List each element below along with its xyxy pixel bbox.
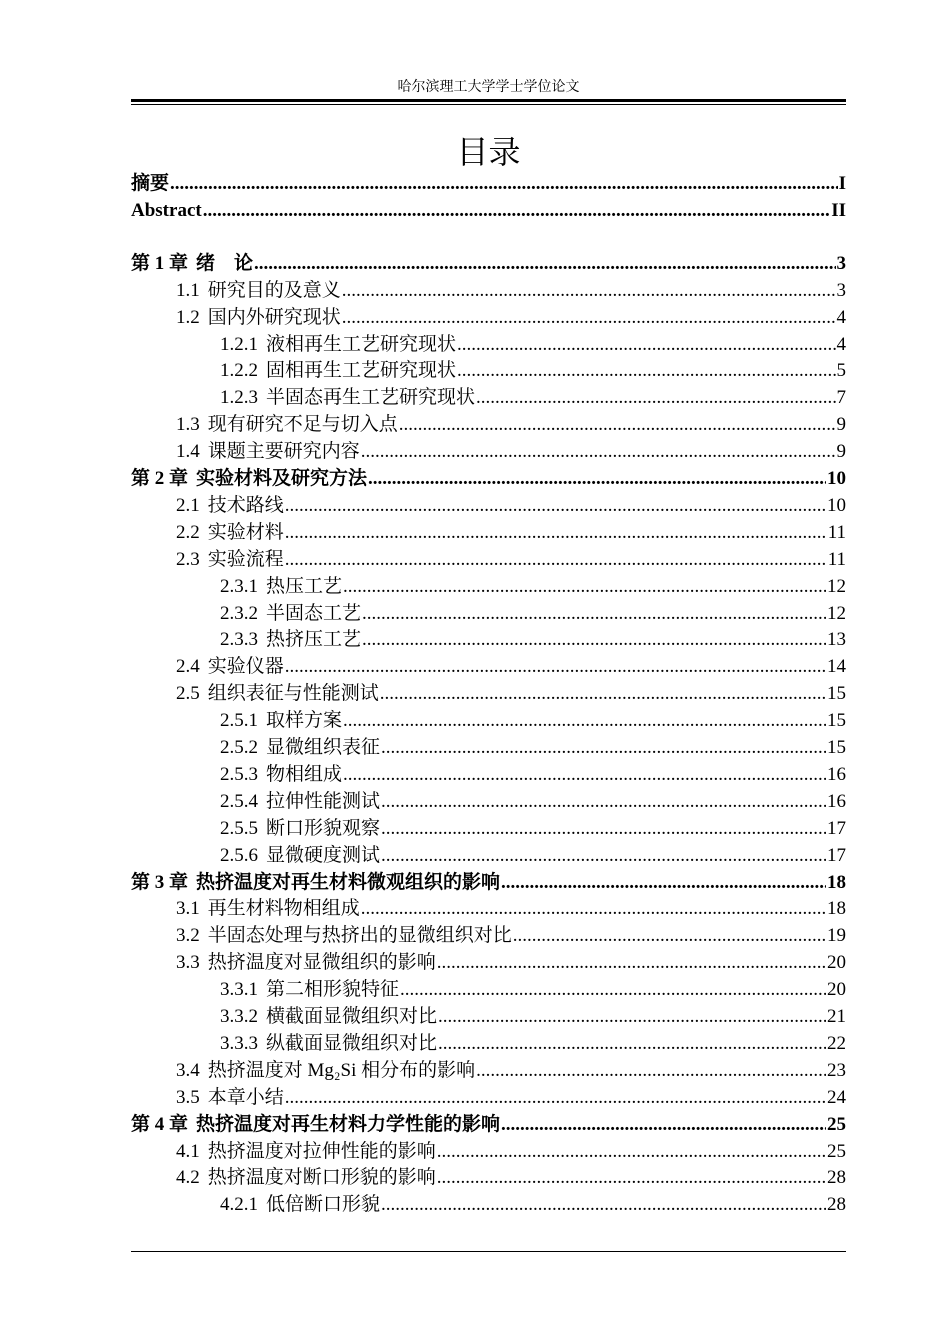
toc-entry-number: 3.4 [176, 1059, 200, 1081]
toc-entry-page: 5 [836, 360, 846, 382]
toc-entry[interactable] [131, 331, 846, 358]
toc-entry-number: 2.5.5 [220, 817, 258, 839]
toc-entry-title: 半固态处理与热挤出的显微组织对比 [207, 925, 512, 947]
toc-entry-title: 组织表征与性能测试 [207, 683, 379, 705]
toc-leader-dots [381, 1191, 826, 1218]
toc-leader-dots [381, 734, 826, 761]
toc-entry-title: 热挤温度对拉伸性能的影响 [207, 1140, 436, 1162]
toc-entry-page: 20 [827, 952, 846, 974]
toc-entry-title: 再生材料物相组成 [207, 898, 360, 920]
toc-entry-title: 显微硬度测试 [266, 844, 381, 866]
toc-leader-dots [400, 976, 826, 1003]
toc-entry-number: 2.1 [176, 494, 200, 516]
toc-entry-page: 17 [827, 817, 846, 839]
toc-entry[interactable] [131, 384, 846, 411]
toc-leader-dots [361, 438, 836, 465]
toc-entry-title: 热压工艺 [266, 575, 343, 597]
toc-entry-page: 25 [827, 1113, 846, 1135]
toc-leader-dots [285, 492, 826, 519]
toc-leader-dots [513, 922, 826, 949]
toc-entry-page: 19 [827, 925, 846, 947]
toc-entry-number: 4.1 [176, 1140, 200, 1162]
toc-entry[interactable] [131, 1057, 846, 1084]
toc-entry-title: 半固态再生工艺研究现状 [266, 387, 476, 409]
toc-leader-dots [476, 384, 835, 411]
toc-entry[interactable] [131, 546, 846, 573]
toc-entry-page: 21 [827, 1006, 846, 1027]
footer-rule [131, 1251, 846, 1252]
toc-entry-page: 4 [836, 306, 846, 328]
toc-entry-number: 1.1 [176, 279, 200, 301]
toc-entry[interactable] [131, 1111, 846, 1138]
toc-entry-number: 2.5.2 [220, 737, 258, 758]
toc-entry-page: II [831, 199, 846, 221]
toc-entry-number: 1.4 [176, 441, 200, 463]
toc-entry[interactable] [131, 815, 846, 842]
toc-entry-number: 1.3 [176, 414, 200, 436]
toc-leader-dots [457, 331, 835, 358]
toc-entry-page: 9 [836, 441, 846, 463]
toc-entry-page: 15 [827, 710, 846, 732]
toc-entry-page: 3 [836, 279, 846, 301]
toc-leader-dots [381, 815, 826, 842]
toc-entry[interactable] [131, 788, 846, 815]
toc-leader-dots [342, 277, 836, 304]
toc-entry[interactable] [131, 465, 846, 492]
toc-entry-page: 28 [827, 1194, 846, 1216]
toc-entry-page: 3 [836, 252, 846, 274]
toc-entry[interactable] [131, 250, 846, 277]
toc-entry-number: 2.5.4 [220, 790, 258, 812]
toc-entry-number: 1.2.1 [220, 333, 258, 355]
toc-entry[interactable] [131, 197, 846, 224]
toc-entry[interactable] [131, 895, 846, 922]
toc-entry-number: 第 4 章 [131, 1113, 189, 1135]
toc-entry-title: 摘要 [131, 173, 170, 194]
toc-entry-number: 2.5.1 [220, 710, 258, 732]
toc-entry-title: 物相组成 [266, 763, 343, 785]
toc-entry-page: 16 [827, 763, 846, 785]
toc-entry-title: 液相再生工艺研究现状 [266, 333, 457, 355]
toc-leader-dots [343, 761, 826, 788]
toc-entry-number: 2.3 [176, 548, 200, 570]
toc-entry-title: 半固态工艺 [266, 602, 362, 624]
toc-entry[interactable] [131, 1191, 846, 1218]
header-rule-thick [131, 99, 846, 102]
toc-entry-title: 本章小结 [207, 1086, 284, 1108]
toc-entry[interactable] [131, 949, 846, 976]
toc-entry-number: 2.5 [176, 683, 200, 705]
toc-entry-number: 2.5.3 [220, 763, 258, 785]
toc-entry-page: 10 [827, 494, 846, 516]
toc-entry-page: 18 [827, 898, 846, 920]
toc-entry-page: 28 [827, 1167, 846, 1189]
toc-entry-page: I [838, 173, 846, 194]
toc-entry-number: 3.1 [176, 898, 200, 920]
toc-entry-title: 取样方案 [266, 710, 343, 732]
header-rule-thin [131, 104, 846, 105]
toc-leader-dots [170, 170, 838, 197]
toc-entry-number: 2.5.6 [220, 844, 258, 866]
toc-entry-page: 17 [827, 844, 846, 866]
toc-leader-dots [501, 1111, 826, 1138]
toc-entry[interactable] [131, 170, 846, 197]
toc-leader-dots [381, 842, 826, 869]
toc-entry-number: 第 2 章 [131, 468, 189, 489]
toc-entry-title: 技术路线 [207, 494, 284, 516]
toc-entry-title: 实验材料及研究方法 [196, 468, 368, 489]
toc-entry-title: 热挤温度对再生材料微观组织的影响 [196, 871, 501, 893]
toc-leader-dots [203, 197, 831, 224]
toc-entry[interactable] [131, 438, 846, 465]
toc-entry[interactable] [131, 734, 846, 761]
toc-entry-number: 1.2.2 [220, 360, 258, 382]
toc-entry-title: 实验流程 [207, 548, 284, 570]
toc-leader-dots [342, 304, 836, 331]
toc-entry[interactable] [131, 411, 846, 438]
toc-entry-page: 9 [836, 414, 846, 436]
toc-entry[interactable] [131, 626, 846, 653]
toc-entry[interactable] [131, 1030, 846, 1057]
toc-entry[interactable] [131, 680, 846, 707]
toc-entry-number: 3.3.2 [220, 1006, 258, 1027]
toc-entry[interactable] [131, 492, 846, 519]
toc-entry[interactable] [131, 1003, 846, 1030]
toc-entry-title: 国内外研究现状 [207, 306, 341, 328]
toc-entry-page: 23 [827, 1059, 846, 1081]
toc-entry[interactable] [131, 277, 846, 304]
toc-entry-title: 纵截面显微组织对比 [266, 1032, 438, 1054]
toc-entry-page: 11 [827, 548, 846, 570]
toc-leader-dots [501, 869, 826, 896]
toc-leader-dots [285, 1084, 826, 1111]
toc-entry[interactable] [131, 1084, 846, 1111]
toc-entry-page: 10 [827, 468, 846, 489]
toc-leader-dots [399, 411, 836, 438]
toc-entry-title: 热挤压工艺 [266, 629, 362, 651]
toc-entry-page: 24 [827, 1086, 846, 1108]
toc-entry-number: 4.2 [176, 1167, 200, 1189]
toc-entry-title: 热挤温度对再生材料力学性能的影响 [196, 1113, 501, 1135]
toc-entry-number: 4.2.1 [220, 1194, 258, 1216]
toc-entry-number: 2.3.3 [220, 629, 258, 651]
toc-entry-title: 横截面显微组织对比 [266, 1006, 438, 1027]
toc-entry-title: 第二相形貌特征 [266, 979, 400, 1001]
toc-entry-number: 3.5 [176, 1086, 200, 1108]
toc-entry-number: 第 1 章 [131, 252, 189, 274]
toc-leader-dots [437, 1138, 826, 1165]
toc-entry-page: 14 [827, 656, 846, 678]
toc-entry-title: 低倍断口形貌 [266, 1194, 381, 1216]
toc-leader-dots [362, 600, 826, 627]
toc-entry-number: 1.2.3 [220, 387, 258, 409]
toc-leader-dots [285, 546, 827, 573]
toc-entry[interactable] [131, 519, 846, 546]
toc-entry-page: 15 [827, 683, 846, 705]
toc-entry-page: 18 [827, 871, 846, 893]
toc-entry-number: 3.3.3 [220, 1032, 258, 1054]
toc-entry-page: 20 [827, 979, 846, 1001]
toc-entry-title: 现有研究不足与切入点 [207, 414, 398, 436]
toc-entry-number: 2.3.2 [220, 602, 258, 624]
toc-entry-number: 3.2 [176, 925, 200, 947]
toc-entry[interactable] [131, 761, 846, 788]
toc-entry-title: 热挤温度对断口形貌的影响 [207, 1167, 436, 1189]
toc-leader-dots [361, 895, 826, 922]
toc-leader-dots [343, 707, 826, 734]
toc-leader-dots [381, 788, 826, 815]
toc-entry[interactable] [131, 922, 846, 949]
toc-leader-dots [476, 1057, 826, 1084]
toc-entry[interactable] [131, 842, 846, 869]
toc-leader-dots [254, 250, 835, 277]
toc-entry-page: 22 [827, 1032, 846, 1054]
toc-entry[interactable] [131, 1138, 846, 1165]
toc-entry-title: 实验仪器 [207, 656, 284, 678]
toc-entry-number: 3.3.1 [220, 979, 258, 1001]
toc-leader-dots [285, 653, 826, 680]
toc-entry[interactable] [131, 707, 846, 734]
toc-entry-title: 拉伸性能测试 [266, 790, 381, 812]
toc-entry[interactable] [131, 357, 846, 384]
toc-entry[interactable] [131, 976, 846, 1003]
toc-entry-page: 15 [827, 737, 846, 758]
toc-entry-page: 13 [827, 629, 846, 651]
toc-entry-title: Abstract [131, 199, 202, 221]
toc-leader-dots [438, 1030, 826, 1057]
toc-entry-title: 断口形貌观察 [266, 817, 381, 839]
toc-entry-number: 2.2 [176, 521, 200, 543]
toc-leader-dots [362, 626, 826, 653]
toc-entry-number: 2.4 [176, 656, 200, 678]
toc-entry[interactable] [131, 573, 846, 600]
toc-entry-number: 1.2 [176, 306, 200, 328]
toc-leader-dots [380, 680, 826, 707]
toc-entry-title: 实验材料 [207, 521, 284, 543]
toc-entry-page: 4 [836, 333, 846, 355]
toc-entry[interactable] [131, 653, 846, 680]
toc-entry-number: 第 3 章 [131, 871, 189, 893]
toc-leader-dots [285, 519, 827, 546]
toc-leader-dots [437, 949, 826, 976]
toc-entry-page: 25 [827, 1140, 846, 1162]
toc-entry-page: 12 [827, 602, 846, 624]
toc-entry-number: 2.3.1 [220, 575, 258, 597]
toc-entry-title: 课题主要研究内容 [207, 441, 360, 463]
toc-entry-page: 16 [827, 790, 846, 812]
toc-entry-page: 12 [827, 575, 846, 597]
toc-leader-dots [343, 573, 826, 600]
toc-entry-title: 固相再生工艺研究现状 [266, 360, 457, 382]
toc-entry-title: 研究目的及意义 [207, 279, 341, 301]
toc-leader-dots [368, 465, 826, 492]
toc-entry-number: 3.3 [176, 952, 200, 974]
toc-leader-dots [438, 1003, 826, 1030]
toc-entry-title: 热挤温度对 Mg₂Si 相分布的影响 [207, 1059, 476, 1081]
page-header: 哈尔滨理工大学学士学位论文 [397, 80, 580, 95]
toc-entry[interactable] [131, 1164, 846, 1191]
toc-entry-title: 显微组织表征 [266, 737, 381, 758]
toc-entry[interactable] [131, 304, 846, 331]
toc-entry[interactable] [131, 600, 846, 627]
toc-entry-title: 热挤温度对显微组织的影响 [207, 952, 436, 974]
toc-entry-page: 11 [827, 521, 846, 543]
toc-leader-dots [457, 357, 835, 384]
toc-entry-title: 绪 论 [196, 252, 254, 274]
toc-entry-page: 7 [836, 387, 846, 409]
toc-leader-dots [437, 1164, 826, 1191]
toc-title: 目录 [456, 133, 521, 171]
toc-entry[interactable] [131, 869, 846, 896]
